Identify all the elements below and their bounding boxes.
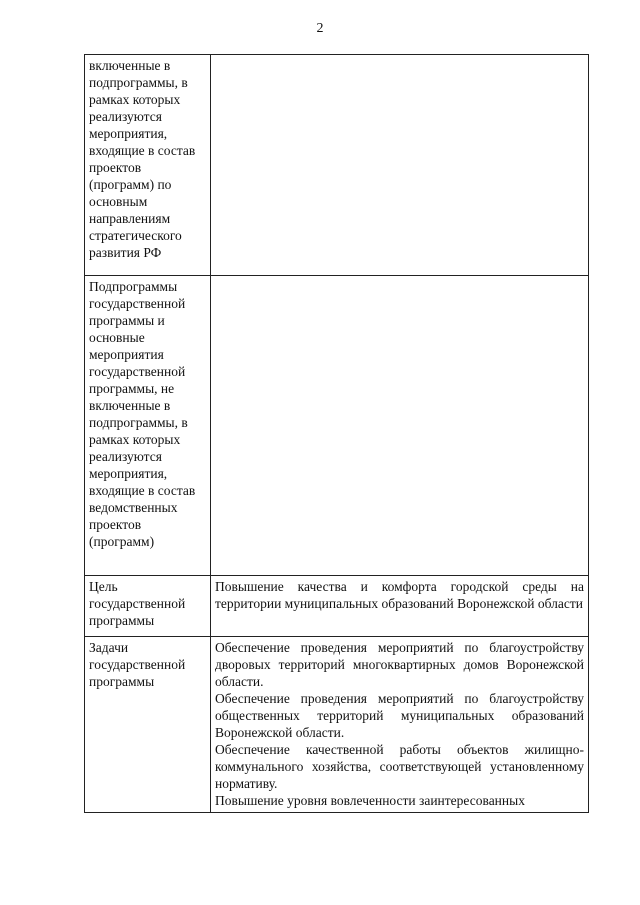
task-paragraph: Обеспечение проведения мероприятий по благоустройству дворовых территорий многоквартирных домов Воронежской области. <box>215 640 584 689</box>
goal-text: Повышение качества и комфорта городской среды на территории муниципальных образований Воронежской области <box>215 579 584 611</box>
passport-table <box>84 54 589 813</box>
table-row <box>85 276 589 576</box>
row-label: Подпрограммы государственной программы и основные мероприятия государственной программы, не включенные в подпрограммы, в рамках которых реализуются мероприятия, входящие в состав ведомственных проектов (программ) <box>85 276 211 576</box>
page-number: 2 <box>316 21 324 36</box>
row-value <box>211 576 589 637</box>
row-value <box>211 276 589 576</box>
row-label: Цель государственной программы <box>85 576 211 637</box>
table-row <box>85 576 589 637</box>
row-label: включенные в подпрограммы, в рамках которых реализуются мероприятия, входящие в состав проектов (программ) по основным направлениям стратегического развития РФ <box>85 55 211 276</box>
table-row <box>85 55 589 276</box>
row-label: Задачи государственной программы <box>85 637 211 813</box>
row-value <box>211 55 589 276</box>
task-paragraph: Обеспечение качественной работы объектов жилищно-коммунального хозяйства, соответствующей установленному нормативу. <box>215 742 584 791</box>
row-value <box>211 637 589 813</box>
task-paragraph: Обеспечение проведения мероприятий по благоустройству общественных территорий муниципальных образований Воронежской области. <box>215 691 584 740</box>
task-paragraph: Повышение уровня вовлеченности заинтересованных <box>215 793 525 808</box>
table-row <box>85 637 589 813</box>
